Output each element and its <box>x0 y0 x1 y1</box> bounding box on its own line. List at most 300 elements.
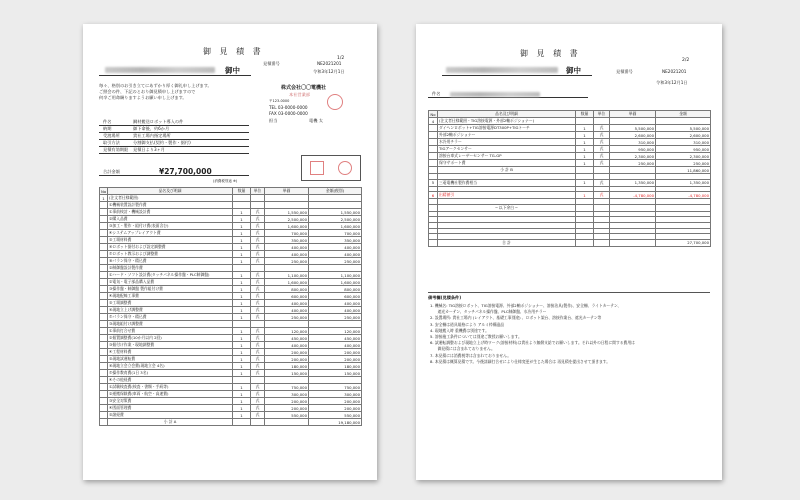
cell-price: 1,600,000 <box>265 279 309 286</box>
total-row <box>429 239 711 246</box>
cell-price <box>610 118 656 125</box>
cell-unit: 式 <box>594 153 610 160</box>
redacted-subject <box>450 92 540 97</box>
cell-no <box>100 272 108 279</box>
cell-name: ②電気・電子部品購入品費 <box>108 279 233 286</box>
cell-no <box>429 139 438 146</box>
cell-qty: 1 <box>233 258 251 265</box>
cell-name: 三菱電機社製作費相当 <box>438 179 576 186</box>
cell-amount <box>656 118 711 125</box>
info-value: 分割御支払(契約・製作・据付) <box>133 140 191 145</box>
estimate-date: 令和3年12月1日 <box>313 69 345 74</box>
table-row <box>429 192 711 199</box>
table-row <box>429 132 711 139</box>
cell-qty: 1 <box>233 405 251 412</box>
cell-qty <box>233 195 251 202</box>
cell-price: 400,000 <box>265 307 309 314</box>
table-row <box>429 139 711 146</box>
cell-qty <box>576 167 594 174</box>
page-number: 1/2 <box>337 56 345 61</box>
table-row <box>429 160 711 167</box>
cell-no <box>100 230 108 237</box>
cell-name: ③加工・製作・組付け費(表面含む) <box>108 223 233 230</box>
cell-price: 250,000 <box>265 258 309 265</box>
cell-no <box>429 146 438 153</box>
info-value: 御下命後、約6か月 <box>133 126 170 131</box>
total-amount: ¥27,700,000 <box>159 167 212 176</box>
cell-amount: 11,860,000 <box>656 167 711 174</box>
cell-no <box>429 204 438 211</box>
cell-qty: 1 <box>233 223 251 230</box>
cell-unit: 式 <box>594 179 610 186</box>
cell-name: ①機械装置設計製作費 <box>108 202 233 209</box>
cell-unit <box>594 118 610 125</box>
company-name: 株式会社〇〇電機社 <box>281 85 327 91</box>
cell-name: ⑥ロボット据付および設定調整費 <box>108 244 233 251</box>
cell-name: 水冷用チラー <box>438 139 576 146</box>
cell-amount: -4,780,000 <box>656 192 711 199</box>
cell-qty: 1 <box>233 398 251 405</box>
cell-qty: 1 <box>233 237 251 244</box>
cell-no <box>100 237 108 244</box>
cell-price: 200,000 <box>265 405 309 412</box>
subtotal-row <box>100 419 362 426</box>
info-row <box>99 127 249 133</box>
table-header <box>429 111 711 118</box>
col-header: 単位 <box>251 188 265 195</box>
cell-price: 120,000 <box>265 328 309 335</box>
cell-price: -4,780,000 <box>610 192 656 199</box>
cell-name: ⑤諸経費 <box>108 412 233 419</box>
info-label: 取引方法 <box>103 140 120 145</box>
table-row <box>100 412 362 419</box>
cell-amount: 310,000 <box>656 139 711 146</box>
cell-qty: 1 <box>576 146 594 153</box>
cell-qty: 1 <box>233 412 251 419</box>
table-row <box>100 384 362 391</box>
cell-unit: 式 <box>594 139 610 146</box>
cell-no: 4 <box>429 118 438 125</box>
cell-no <box>100 223 108 230</box>
cell-price: 200,000 <box>265 398 309 405</box>
cell-no <box>100 398 108 405</box>
recipient-honorific: 御中 <box>225 66 240 75</box>
table-row <box>100 258 362 265</box>
table-row <box>100 216 362 223</box>
cell-name: TIGアークセンサー <box>438 146 576 153</box>
info-row <box>99 134 249 140</box>
cell-amount: 200,000 <box>309 356 362 363</box>
cell-price: 2,600,000 <box>610 132 656 139</box>
cell-qty: 1 <box>233 314 251 321</box>
cell-name: ─ 以下余白 ─ <box>438 204 576 211</box>
total-label: 合計金額 <box>103 169 120 174</box>
company-tel: TEL 03-0000-0000 <box>269 105 308 110</box>
cell-name: 外部2軸ポジショナー <box>438 132 576 139</box>
cell-unit <box>251 195 265 202</box>
cell-no <box>100 412 108 419</box>
cell-qty: 1 <box>233 216 251 223</box>
cell-name: ダイヘンロボット+TIG溶接電源DT300P+TIGトーチ <box>438 125 576 132</box>
cell-unit: 式 <box>251 342 265 349</box>
table-row <box>100 307 362 314</box>
table-row <box>429 204 711 211</box>
cell-no <box>100 356 108 363</box>
cell-price: 180,000 <box>265 363 309 370</box>
info-value: 鋼材搬送ロボット導入の件 <box>133 119 184 124</box>
cell-qty: 1 <box>233 286 251 293</box>
cell-qty: 1 <box>233 335 251 342</box>
table-row <box>100 363 362 370</box>
total-amount-row <box>99 166 249 176</box>
cell-unit: 式 <box>251 398 265 405</box>
cell-amount: 200,000 <box>309 398 362 405</box>
cell-unit: 式 <box>251 258 265 265</box>
table-row <box>100 349 362 356</box>
cell-no <box>429 125 438 132</box>
cell-amount: 150,000 <box>309 370 362 377</box>
col-header: 単価 <box>610 111 656 118</box>
cell-amount: 400,000 <box>309 307 362 314</box>
cell-qty: 1 <box>233 356 251 363</box>
cell-price <box>265 377 309 384</box>
cell-name: ⑧パラン保守・精込費 <box>108 258 233 265</box>
cell-name: ②制御盤設計製作費 <box>108 265 233 272</box>
cell-amount: 400,000 <box>309 342 362 349</box>
cell-no <box>429 153 438 160</box>
cell-no: 1 <box>100 195 108 202</box>
cell-amount: 250,000 <box>656 160 711 167</box>
cell-qty: 1 <box>233 300 251 307</box>
cell-qty <box>233 321 251 328</box>
cell-qty: 1 <box>576 192 594 199</box>
note-line: 6. 試運転調整および現地立上げ時ワーク(溶接材料)は貴社より無償支給でお願いします。それ以外の日程に関する費用は <box>430 340 635 346</box>
cell-unit: 式 <box>251 223 265 230</box>
cell-unit: 式 <box>251 370 265 377</box>
cell-amount: 450,000 <box>309 335 362 342</box>
cell-price <box>265 202 309 209</box>
table-row <box>100 356 362 363</box>
cell-qty: 1 <box>233 391 251 398</box>
estimate-page-1 <box>83 24 377 480</box>
cell-price: 450,000 <box>265 335 309 342</box>
table-row <box>100 370 362 377</box>
cell-no <box>100 307 108 314</box>
page-title: 御 見 積 書 <box>203 47 264 56</box>
cell-amount: 180,000 <box>309 363 362 370</box>
estimate-date: 令和3年12月1日 <box>656 80 688 85</box>
cell-amount: 120,000 <box>309 328 362 335</box>
table-row <box>429 153 711 160</box>
company-seal <box>327 94 343 110</box>
cell-no <box>429 132 438 139</box>
cell-price: 1,100,000 <box>265 272 309 279</box>
cell-qty: 1 <box>233 272 251 279</box>
cell-amount: 1,600,000 <box>309 279 362 286</box>
table-row <box>100 195 362 202</box>
cell-unit: 式 <box>251 251 265 258</box>
tax-note: (消費税別途 ※) <box>213 179 238 183</box>
cell-price: 400,000 <box>265 244 309 251</box>
cell-no: 6 <box>429 192 438 199</box>
total-label: 合 計 <box>438 239 576 246</box>
table-row <box>100 335 362 342</box>
subtotal-amount: 19,180,000 <box>309 419 362 426</box>
cell-price <box>610 204 656 211</box>
cell-name: ⑥現地立会立会費(現地立会 4名) <box>108 363 233 370</box>
cell-amount: 250,000 <box>309 314 362 321</box>
cell-name: ⑦操作教育費(1日 3名) <box>108 370 233 377</box>
cell-unit: 式 <box>251 300 265 307</box>
approval-stamp-box <box>301 155 361 181</box>
estimate-page-2 <box>416 24 722 480</box>
cell-price: 200,000 <box>265 356 309 363</box>
cell-name: 溶接台車式レーザーセンサー TG-GP <box>438 153 576 160</box>
note-line: 7. 本見積には消費税等は含まれておりません。 <box>430 352 511 358</box>
table-row <box>429 179 711 186</box>
cell-name: ②運搬保険費(車両・航空・高速費) <box>108 391 233 398</box>
cell-name: ①事前打合せ費 <box>108 328 233 335</box>
cell-price: 150,000 <box>265 370 309 377</box>
recipient-honorific: 御中 <box>566 66 581 75</box>
cell-qty: 1 <box>233 307 251 314</box>
cell-name: 出精値引 <box>438 192 576 199</box>
cell-amount: 400,000 <box>309 244 362 251</box>
page-number: 2/2 <box>682 58 690 63</box>
cell-price <box>610 167 656 174</box>
cell-amount <box>309 202 362 209</box>
cell-unit <box>251 265 265 272</box>
cell-price <box>265 321 309 328</box>
cell-no <box>100 328 108 335</box>
col-header: 単位 <box>594 111 610 118</box>
cell-no <box>100 258 108 265</box>
table-row <box>429 125 711 132</box>
cell-price: 700,000 <box>265 230 309 237</box>
info-label: 納期 <box>103 126 112 131</box>
cell-unit: 式 <box>251 335 265 342</box>
cell-qty: 1 <box>233 209 251 216</box>
estimate-no: NE2021201 <box>662 69 687 74</box>
cell-qty <box>233 265 251 272</box>
cell-amount: 200,000 <box>309 349 362 356</box>
cell-unit: 式 <box>251 391 265 398</box>
note-line: 御見積には含まれておりません。 <box>430 346 495 352</box>
cell-no <box>100 349 108 356</box>
cell-name: ⑤工場調整費 <box>108 300 233 307</box>
col-header: 数量 <box>576 111 594 118</box>
cell-amount <box>309 377 362 384</box>
cell-qty: 1 <box>576 125 594 132</box>
cell-no <box>100 335 108 342</box>
note-line: 遮光カーテン、タッチパネル操作盤、PLC制御盤、水冷用チラー <box>430 309 547 315</box>
cell-qty <box>576 118 594 125</box>
cell-price: 550,000 <box>265 412 309 419</box>
cell-amount: 600,000 <box>309 293 362 300</box>
table-row <box>100 209 362 216</box>
cell-price: 2,500,000 <box>265 216 309 223</box>
table-row <box>100 377 362 384</box>
cell-amount: 700,000 <box>309 230 362 237</box>
company-dept: 本社営業部 <box>289 92 310 97</box>
cell-amount: 800,000 <box>309 286 362 293</box>
cell-name: ⑦ロボット教示および調整費 <box>108 251 233 258</box>
cell-name: ④図面管理費 <box>108 405 233 412</box>
info-value: 貴社工場内指定場所 <box>133 133 171 138</box>
table-row <box>100 405 362 412</box>
subject-label: 件名 <box>432 91 441 96</box>
intro-line: 何卒ご用命賜りますようお願い申し上げます。 <box>99 95 187 100</box>
cell-unit: 式 <box>251 349 265 356</box>
cell-name: ④システムアップレイアウト費 <box>108 230 233 237</box>
cell-price: 600,000 <box>265 293 309 300</box>
cell-qty: 1 <box>233 384 251 391</box>
cell-amount <box>309 321 362 328</box>
note-line: 2. 設置場所: 貴社工場内 (レイアウト、基礎工事別途) 、ロボット架台、溶接作業台、遮光カーテン等 <box>430 315 602 321</box>
col-header: 数量 <box>233 188 251 195</box>
table-row <box>429 118 711 125</box>
cell-amount <box>309 195 362 202</box>
cell-name: ④工程材料費 <box>108 349 233 356</box>
table-row <box>100 321 362 328</box>
table-row <box>100 342 362 349</box>
cell-no <box>100 209 108 216</box>
info-value: 見積日より3ヶ月 <box>133 147 165 152</box>
cell-amount: 2,500,000 <box>309 216 362 223</box>
cell-unit: 式 <box>251 237 265 244</box>
cell-unit: 式 <box>251 384 265 391</box>
cell-no <box>100 321 108 328</box>
cell-name: 保守サポート費 <box>438 160 576 167</box>
table-row <box>100 398 362 405</box>
cell-price: 300,000 <box>265 391 309 398</box>
cell-name: ⑦パラン保守・精込費 <box>108 314 233 321</box>
cell-amount: 400,000 <box>309 300 362 307</box>
cell-qty: 1 <box>576 160 594 167</box>
cell-qty: 1 <box>233 328 251 335</box>
cell-name: ③据付け作業・現地調整費 <box>108 342 233 349</box>
cell-no <box>100 293 108 300</box>
company-postal: 〒123-0000 <box>269 99 290 103</box>
col-header: No <box>430 111 436 117</box>
cell-name: ④その他経費 <box>108 377 233 384</box>
info-row <box>99 141 249 147</box>
cell-no <box>100 300 108 307</box>
cell-price: 750,000 <box>265 384 309 391</box>
cell-unit: 式 <box>594 132 610 139</box>
cell-price: 250,000 <box>265 314 309 321</box>
cell-no <box>429 160 438 167</box>
estimate-no: NE2021201 <box>317 61 342 66</box>
cell-price: 1,550,000 <box>265 209 309 216</box>
cell-unit <box>594 204 610 211</box>
cell-name: (注文者仕様範囲・TIG溶接電源・外部2軸ポジショナー) <box>438 118 576 125</box>
cell-name: ①試験検査費(検査・書類・手続等) <box>108 384 233 391</box>
cell-unit: 式 <box>251 356 265 363</box>
cell-qty: 1 <box>233 363 251 370</box>
info-label: 件名 <box>103 119 112 124</box>
table-row <box>100 251 362 258</box>
cell-amount: 350,000 <box>309 237 362 244</box>
info-label: 見積有効期限 <box>103 147 129 152</box>
cell-price: 2,300,000 <box>610 153 656 160</box>
cell-unit: 式 <box>251 314 265 321</box>
cell-name: ⑥現地立上げ調整費 <box>108 307 233 314</box>
cell-no <box>100 342 108 349</box>
info-label: 受渡場所 <box>103 133 120 138</box>
cell-amount <box>656 204 711 211</box>
table-row <box>100 293 362 300</box>
cell-name: ②購入品費 <box>108 216 233 223</box>
cell-unit: 式 <box>251 279 265 286</box>
cell-unit: 式 <box>594 125 610 132</box>
subject-row <box>428 90 588 98</box>
cell-amount: 5,500,000 <box>656 125 711 132</box>
cell-price <box>265 265 309 272</box>
company-fax: FAX 03-0000-0000 <box>269 111 308 116</box>
contact-person: 電機 太 <box>309 118 323 123</box>
cell-no <box>100 384 108 391</box>
cell-unit: 式 <box>251 216 265 223</box>
cell-price: 1,600,000 <box>265 223 309 230</box>
cell-qty <box>233 202 251 209</box>
cell-unit: 式 <box>251 307 265 314</box>
contact-person-label: 担当 <box>269 118 278 123</box>
cell-qty: 1 <box>576 179 594 186</box>
cell-qty: 1 <box>233 251 251 258</box>
cell-price: 400,000 <box>265 342 309 349</box>
col-header: 品名及び明細 <box>438 111 576 118</box>
cell-no <box>100 363 108 370</box>
cell-no <box>100 314 108 321</box>
cell-unit: 式 <box>251 328 265 335</box>
cell-no <box>429 167 438 174</box>
estimate-table <box>99 187 362 426</box>
cell-unit <box>251 321 265 328</box>
cell-unit: 式 <box>251 286 265 293</box>
note-line: 5. 溶接施工条件については別途ご教授お願いします。 <box>430 334 522 339</box>
cell-price: 800,000 <box>265 286 309 293</box>
cell-amount: 1,550,000 <box>309 209 362 216</box>
cell-unit: 式 <box>251 230 265 237</box>
table-row <box>100 314 362 321</box>
cell-qty: 1 <box>233 279 251 286</box>
cell-price: 400,000 <box>265 300 309 307</box>
cell-price <box>265 195 309 202</box>
cell-qty: 1 <box>576 132 594 139</box>
col-header: 金額 <box>656 111 711 118</box>
estimate-no-label: 見積番号 <box>616 69 633 74</box>
col-header: 単価 <box>265 188 309 195</box>
cell-qty: 1 <box>233 370 251 377</box>
notes-section <box>428 292 710 372</box>
cell-no <box>100 286 108 293</box>
recipient-line <box>99 64 251 76</box>
cell-qty <box>233 377 251 384</box>
notes-title: 備考欄(見積条件) <box>428 295 462 300</box>
cell-price: 200,000 <box>265 349 309 356</box>
cell-qty: 1 <box>233 293 251 300</box>
cell-price: 5,500,000 <box>610 125 656 132</box>
table-row <box>100 237 362 244</box>
cell-unit <box>251 202 265 209</box>
redacted-recipient <box>446 67 558 73</box>
cell-amount: 400,000 <box>309 251 362 258</box>
cell-no <box>100 279 108 286</box>
intro-line: ご照会の件、下記のとおり御見積申し上げますので <box>99 89 196 94</box>
estimate-no-label: 見積番号 <box>263 61 280 66</box>
cell-amount: 750,000 <box>309 384 362 391</box>
